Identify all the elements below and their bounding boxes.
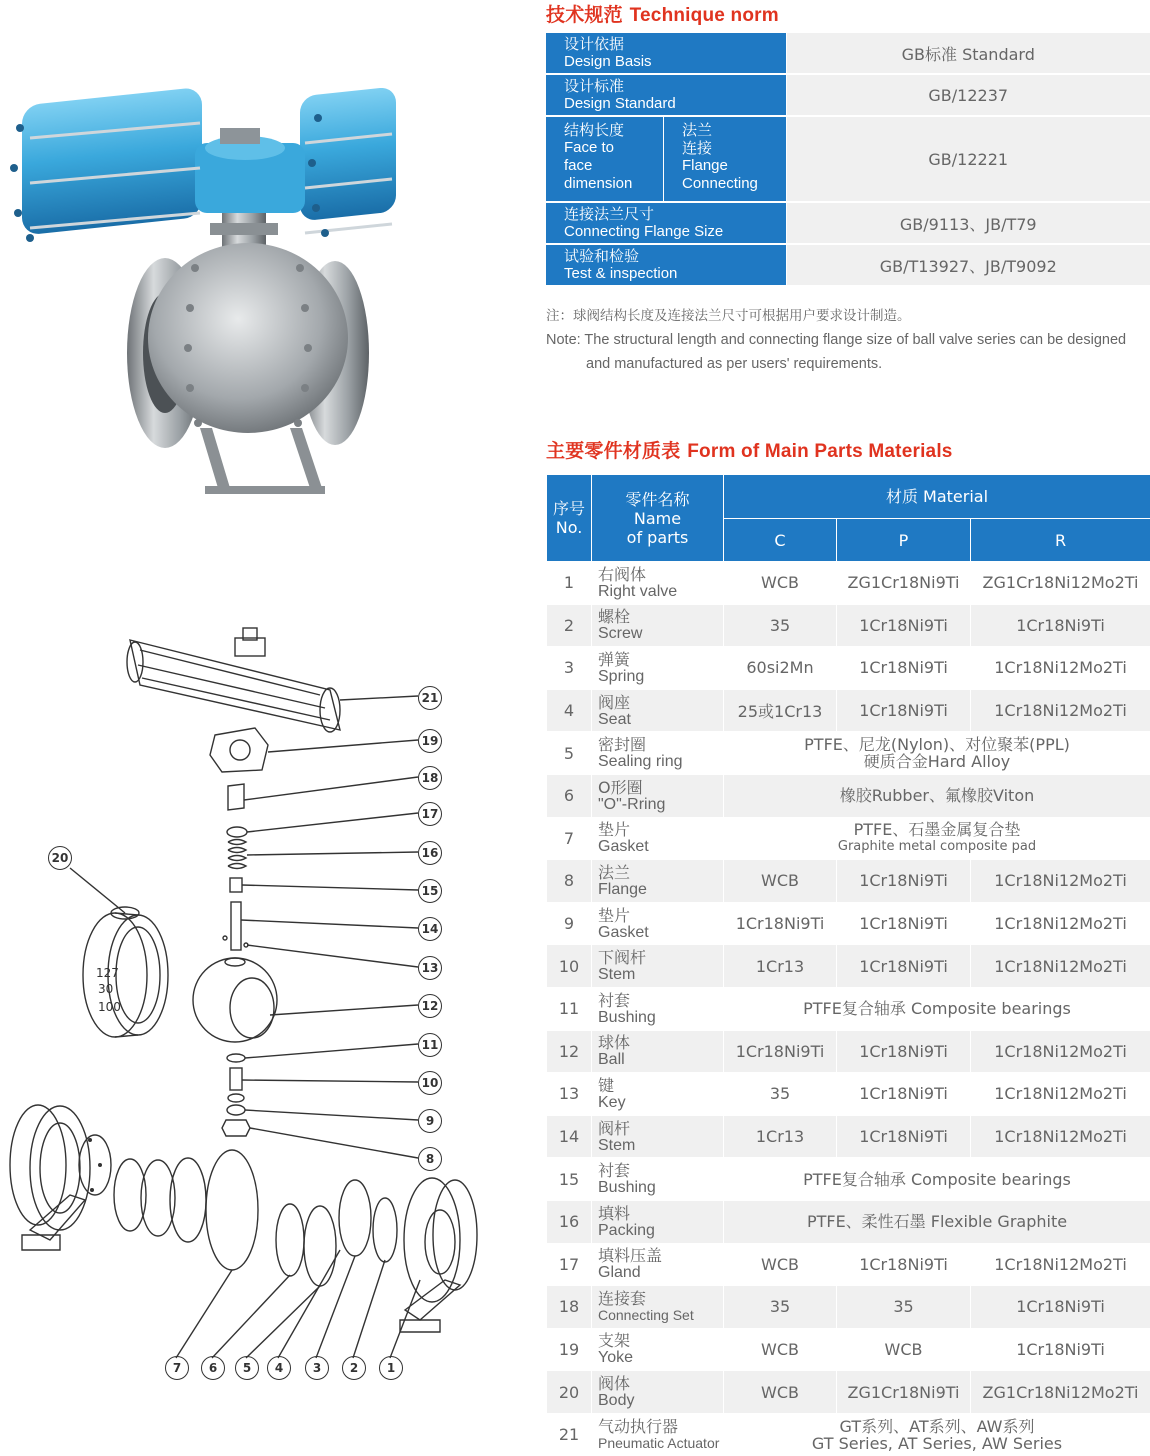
material-text: GT系列、AT系列、AW系列 xyxy=(724,1418,1150,1435)
callout-12: 12 xyxy=(418,994,442,1018)
part-name-en: Bushing xyxy=(598,1179,723,1196)
row-material-r: 1Cr18Ni12Mo2Ti xyxy=(971,902,1150,945)
row-no: 3 xyxy=(547,647,592,690)
note xyxy=(546,304,1150,376)
row-no: 17 xyxy=(547,1243,592,1286)
callout-19: 19 xyxy=(418,729,442,753)
flange-label-127: 127 xyxy=(96,966,119,980)
part-name-en: Gasket xyxy=(598,924,723,941)
material-row xyxy=(547,1073,1150,1116)
part-name-cn: 球体 xyxy=(598,1034,723,1051)
header-col-r: R xyxy=(971,519,1150,562)
callout-21: 21 xyxy=(418,686,442,710)
part-name-en: Stem xyxy=(598,966,723,983)
part-name-en: "O"-Rring xyxy=(598,796,723,813)
part-name-cn: 弹簧 xyxy=(598,651,723,668)
row-no: 10 xyxy=(547,945,592,988)
note-cn: 注：球阀结构长度及连接法兰尺寸可根据用户要求设计制造。 xyxy=(546,304,1150,328)
row-material-all xyxy=(724,987,1150,1030)
material-row xyxy=(547,732,1150,775)
row-material-all xyxy=(724,1200,1150,1243)
callout-14: 14 xyxy=(418,917,442,941)
part-name-cn: 键 xyxy=(598,1077,723,1094)
material-row xyxy=(547,1286,1150,1329)
row-no: 12 xyxy=(547,1030,592,1073)
row-material-c: WCB xyxy=(724,1371,837,1414)
part-name-en: Body xyxy=(598,1392,723,1409)
row-part-name xyxy=(592,1328,724,1371)
row-no: 4 xyxy=(547,689,592,732)
part-name-en: Seat xyxy=(598,711,723,728)
row-no: 6 xyxy=(547,774,592,817)
row-material-r: 1Cr18Ni12Mo2Ti xyxy=(971,1243,1150,1286)
row-material-r: ZG1Cr18Ni12Mo2Ti xyxy=(971,562,1150,605)
row-part-name xyxy=(592,647,724,690)
material-row xyxy=(547,647,1150,690)
row-part-name xyxy=(592,604,724,647)
part-name-cn: 右阀体 xyxy=(598,566,723,583)
row-material-p: 1Cr18Ni9Ti xyxy=(837,647,971,690)
material-row xyxy=(547,1328,1150,1371)
row-no: 9 xyxy=(547,902,592,945)
flange-connecting-cn: 法兰连接 xyxy=(682,121,718,157)
technique-label xyxy=(546,116,786,202)
technique-label: 连接法兰尺寸 Connecting Flange Size xyxy=(546,202,786,244)
part-name-en: Yoke xyxy=(598,1349,723,1366)
materials-table xyxy=(546,474,1150,1456)
part-name-en: Flange xyxy=(598,881,723,898)
row-material-r: 1Cr18Ni12Mo2Ti xyxy=(971,1073,1150,1116)
row-material-c: 35 xyxy=(724,1286,837,1329)
callout-11: 11 xyxy=(418,1033,442,1057)
row-material-p: ZG1Cr18Ni9Ti xyxy=(837,562,971,605)
material-row xyxy=(547,604,1150,647)
material-row xyxy=(547,1371,1150,1414)
row-material-c: 1Cr18Ni9Ti xyxy=(724,1030,837,1073)
row-part-name xyxy=(592,1371,724,1414)
callout-10: 10 xyxy=(418,1071,442,1095)
material-row xyxy=(547,774,1150,817)
row-part-name xyxy=(592,689,724,732)
row-no: 8 xyxy=(547,860,592,903)
row-material-p: 1Cr18Ni9Ti xyxy=(837,1115,971,1158)
part-name-en: Gasket xyxy=(598,838,723,855)
technique-label: 设计依据 Design Basis xyxy=(546,33,786,74)
row-no: 2 xyxy=(547,604,592,647)
part-name-cn: 连接套 xyxy=(598,1290,723,1307)
row-no: 14 xyxy=(547,1115,592,1158)
part-name-en: Packing xyxy=(598,1222,723,1239)
row-material-r: 1Cr18Ni9Ti xyxy=(971,1286,1150,1329)
row-material-r: 1Cr18Ni9Ti xyxy=(971,604,1150,647)
row-no: 20 xyxy=(547,1371,592,1414)
part-name-en: Key xyxy=(598,1094,723,1111)
part-name-cn: 法兰 xyxy=(598,864,723,881)
row-material-p: 1Cr18Ni9Ti xyxy=(837,1030,971,1073)
technique-value: GB/12221 xyxy=(786,116,1150,202)
row-part-name xyxy=(592,860,724,903)
technique-value: GB/T13927、JB/T9092 xyxy=(786,244,1150,286)
material-row xyxy=(547,987,1150,1030)
part-name-cn: 密封圈 xyxy=(598,736,723,753)
row-material-all xyxy=(724,817,1150,860)
material-row xyxy=(547,1158,1150,1201)
row-part-name xyxy=(592,562,724,605)
technique-title: 技术规范 Technique norm xyxy=(546,0,779,27)
row-part-name xyxy=(592,817,724,860)
part-name-cn: 支架 xyxy=(598,1332,723,1349)
part-name-en: Screw xyxy=(598,625,723,642)
technique-row xyxy=(546,74,1150,116)
part-name-en: Ball xyxy=(598,1051,723,1068)
valve-photo xyxy=(0,88,400,508)
technique-label: 试验和检验 Test & inspection xyxy=(546,244,786,286)
row-material-r: 1Cr18Ni9Ti xyxy=(971,1328,1150,1371)
material-row xyxy=(547,860,1150,903)
row-part-name xyxy=(592,1115,724,1158)
row-material-c: 25或1Cr13 xyxy=(724,689,837,732)
row-material-p: WCB xyxy=(837,1328,971,1371)
row-part-name xyxy=(592,732,724,775)
row-material-c: WCB xyxy=(724,1328,837,1371)
row-material-r: 1Cr18Ni12Mo2Ti xyxy=(971,945,1150,988)
part-name-en: Stem xyxy=(598,1137,723,1154)
part-name-cn: 阀杆 xyxy=(598,1120,723,1137)
technique-value: GB标准 Standard xyxy=(786,33,1150,74)
part-name-cn: 螺栓 xyxy=(598,608,723,625)
material-row xyxy=(547,562,1150,605)
header-material: 材质 Material xyxy=(724,475,1150,519)
material-text: PTFE、石墨金属复合垫 xyxy=(724,821,1150,838)
header-col-p: P xyxy=(837,519,971,562)
row-material-p: 1Cr18Ni9Ti xyxy=(837,945,971,988)
row-part-name xyxy=(592,987,724,1030)
materials-title: 主要零件材质表 Form of Main Parts Materials xyxy=(546,436,953,463)
callout-9: 9 xyxy=(418,1109,442,1133)
row-part-name xyxy=(592,1073,724,1116)
row-no: 13 xyxy=(547,1073,592,1116)
material-subtext: Graphite metal composite pad xyxy=(724,838,1150,855)
part-name-en: Right valve xyxy=(598,583,723,600)
part-name-cn: 垫片 xyxy=(598,907,723,924)
material-text: PTFE复合轴承 Composite bearings xyxy=(724,1000,1150,1017)
material-row xyxy=(547,689,1150,732)
row-no: 16 xyxy=(547,1200,592,1243)
row-part-name xyxy=(592,774,724,817)
row-part-name xyxy=(592,1158,724,1201)
material-row xyxy=(547,817,1150,860)
material-text: PTFE、尼龙(Nylon)、对位聚苯(PPL) xyxy=(724,736,1150,753)
technique-value: GB/12237 xyxy=(786,74,1150,116)
material-row xyxy=(547,1200,1150,1243)
part-name-en: Connecting Set xyxy=(598,1307,723,1324)
material-row xyxy=(547,945,1150,988)
technique-table xyxy=(546,33,1150,287)
part-name-cn: 填料 xyxy=(598,1205,723,1222)
part-name-en: Sealing ring xyxy=(598,753,723,770)
part-name-cn: 气动执行器 xyxy=(598,1418,723,1435)
callout-18: 18 xyxy=(418,766,442,790)
part-name-cn: 衬套 xyxy=(598,992,723,1009)
note-en-line2: and manufactured as per users' requirements. xyxy=(546,352,1150,376)
callout-6: 6 xyxy=(201,1356,225,1380)
callout-8: 8 xyxy=(418,1147,442,1171)
part-name-cn: 下阀杆 xyxy=(598,949,723,966)
flange-connecting-en: Flange Connecting xyxy=(682,157,772,193)
callout-3: 3 xyxy=(305,1356,329,1380)
materials-body xyxy=(547,562,1150,1456)
row-no: 19 xyxy=(547,1328,592,1371)
part-name-cn: 垫片 xyxy=(598,821,723,838)
row-material-p: 1Cr18Ni9Ti xyxy=(837,1243,971,1286)
row-material-p: 1Cr18Ni9Ti xyxy=(837,1073,971,1116)
row-material-all xyxy=(724,774,1150,817)
material-text: PTFE、柔性石墨 Flexible Graphite xyxy=(724,1213,1150,1230)
part-name-en: Spring xyxy=(598,668,723,685)
flange-label-100: 100 xyxy=(98,1000,121,1014)
row-material-p: 1Cr18Ni9Ti xyxy=(837,860,971,903)
row-material-p: 1Cr18Ni9Ti xyxy=(837,902,971,945)
part-name-en: Bushing xyxy=(598,1009,723,1026)
row-material-c: WCB xyxy=(724,1243,837,1286)
row-material-p: 1Cr18Ni9Ti xyxy=(837,689,971,732)
part-name-en: Gland xyxy=(598,1264,723,1281)
row-material-r: 1Cr18Ni12Mo2Ti xyxy=(971,1115,1150,1158)
material-row xyxy=(547,1243,1150,1286)
row-part-name xyxy=(592,1030,724,1073)
row-part-name xyxy=(592,945,724,988)
part-name-cn: 填料压盖 xyxy=(598,1247,723,1264)
callout-16: 16 xyxy=(418,841,442,865)
material-text: PTFE复合轴承 Composite bearings xyxy=(724,1171,1150,1188)
row-material-c: 1Cr13 xyxy=(724,1115,837,1158)
callout-5: 5 xyxy=(235,1356,259,1380)
row-material-all xyxy=(724,1158,1150,1201)
callout-2: 2 xyxy=(342,1356,366,1380)
row-no: 7 xyxy=(547,817,592,860)
header-col-c: C xyxy=(724,519,837,562)
face-to-face-cn: 结构长度 xyxy=(564,121,663,139)
material-subtext: GT Series, AT Series, AW Series xyxy=(724,1435,1150,1452)
row-material-r: 1Cr18Ni12Mo2Ti xyxy=(971,860,1150,903)
note-en-line1: Note: The structural length and connecting flange size of ball valve series can be designed xyxy=(546,328,1150,352)
technique-row xyxy=(546,116,1150,202)
technique-row xyxy=(546,33,1150,74)
row-material-p: 1Cr18Ni9Ti xyxy=(837,604,971,647)
part-name-cn: 阀座 xyxy=(598,694,723,711)
row-no: 5 xyxy=(547,732,592,775)
face-to-face-en: Face to face dimension xyxy=(564,139,644,193)
technique-row xyxy=(546,202,1150,244)
part-name-cn: 衬套 xyxy=(598,1162,723,1179)
callout-20: 20 xyxy=(48,846,72,870)
callout-17: 17 xyxy=(418,802,442,826)
row-material-c: WCB xyxy=(724,860,837,903)
part-name-cn: O形圈 xyxy=(598,779,723,796)
technique-row xyxy=(546,244,1150,286)
row-no: 1 xyxy=(547,562,592,605)
row-material-c: 60si2Mn xyxy=(724,647,837,690)
row-material-all xyxy=(724,732,1150,775)
row-part-name xyxy=(592,1286,724,1329)
header-no: 序号 No. xyxy=(547,475,592,562)
header-name: 零件名称 Name of parts xyxy=(592,475,724,562)
row-no: 18 xyxy=(547,1286,592,1329)
material-row xyxy=(547,1115,1150,1158)
row-material-r: 1Cr18Ni12Mo2Ti xyxy=(971,689,1150,732)
row-material-c: 35 xyxy=(724,604,837,647)
callout-4: 4 xyxy=(267,1356,291,1380)
callout-15: 15 xyxy=(418,879,442,903)
row-material-r: 1Cr18Ni12Mo2Ti xyxy=(971,647,1150,690)
row-material-p: 35 xyxy=(837,1286,971,1329)
diagram-callouts xyxy=(0,620,490,1390)
callout-13: 13 xyxy=(418,956,442,980)
flange-label-30: 30 xyxy=(98,982,113,996)
row-material-c: WCB xyxy=(724,562,837,605)
row-no: 15 xyxy=(547,1158,592,1201)
material-row xyxy=(547,902,1150,945)
callout-1: 1 xyxy=(379,1356,403,1380)
callout-7: 7 xyxy=(165,1356,189,1380)
technique-label: 设计标准 Design Standard xyxy=(546,74,786,116)
technique-value: GB/9113、JB/T79 xyxy=(786,202,1150,244)
material-text: 橡胶Rubber、氟橡胶Viton xyxy=(724,787,1150,804)
row-material-r: ZG1Cr18Ni12Mo2Ti xyxy=(971,1371,1150,1414)
row-no: 21 xyxy=(547,1413,592,1456)
row-material-c: 1Cr13 xyxy=(724,945,837,988)
row-material-r: 1Cr18Ni12Mo2Ti xyxy=(971,1030,1150,1073)
row-no: 11 xyxy=(547,987,592,1030)
row-material-c: 35 xyxy=(724,1073,837,1116)
row-material-c: 1Cr18Ni9Ti xyxy=(724,902,837,945)
material-row xyxy=(547,1030,1150,1073)
part-name-cn: 阀体 xyxy=(598,1375,723,1392)
row-material-p: ZG1Cr18Ni9Ti xyxy=(837,1371,971,1414)
row-part-name xyxy=(592,1243,724,1286)
row-part-name xyxy=(592,1200,724,1243)
part-name-en: Pneumatic Actuator xyxy=(598,1435,723,1452)
row-part-name xyxy=(592,902,724,945)
material-subtext: 硬质合金Hard Alloy xyxy=(724,753,1150,770)
